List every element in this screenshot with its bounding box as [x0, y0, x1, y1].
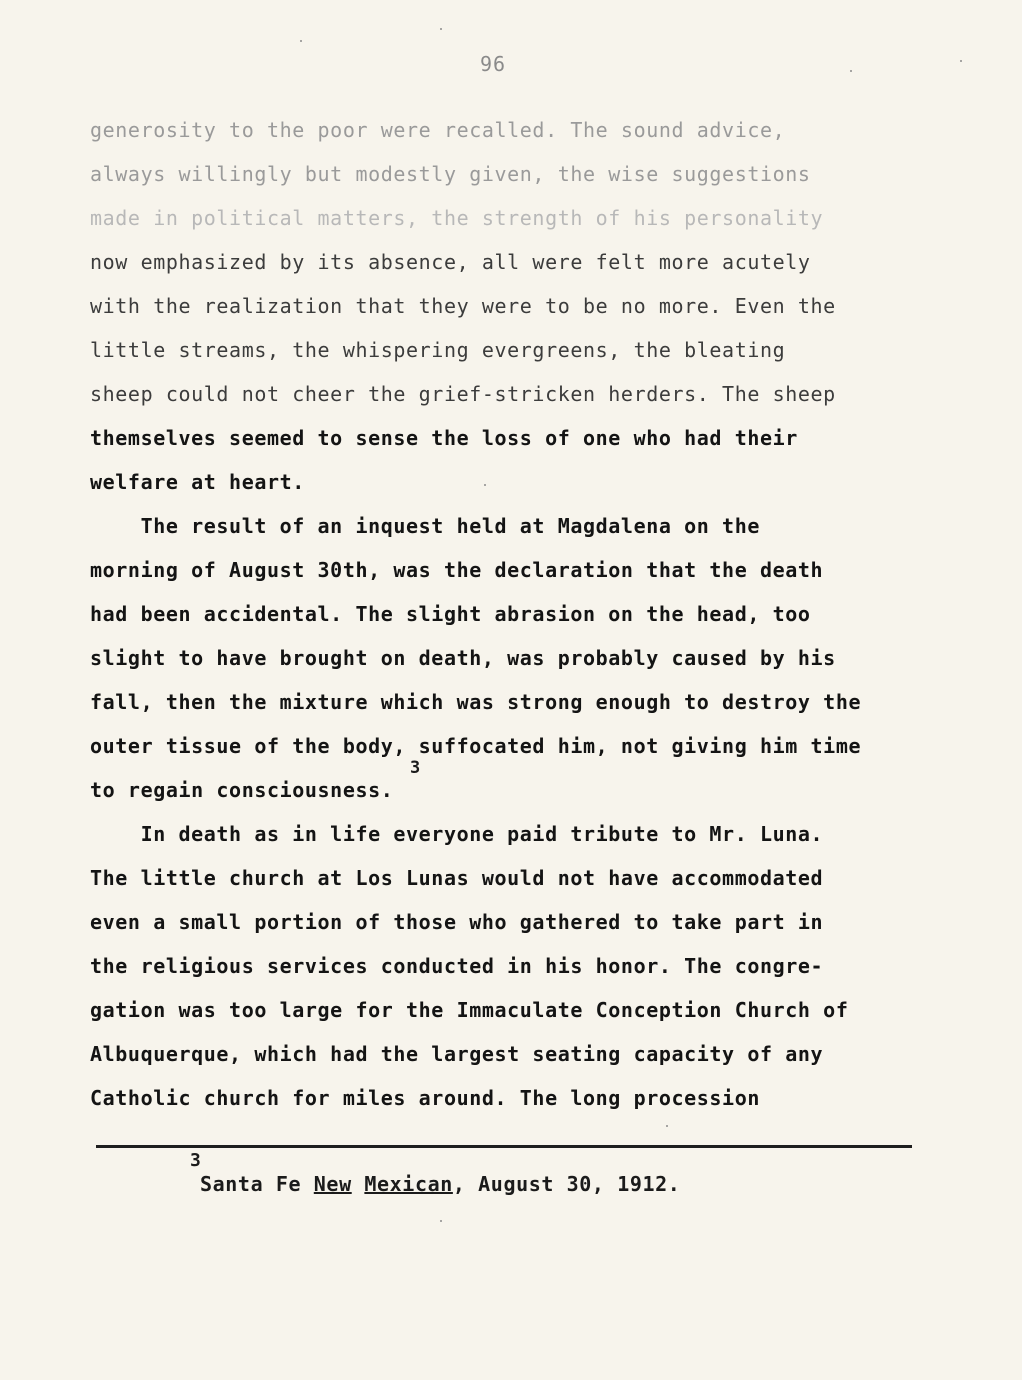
- body-line-7: sheep could not cheer the grief-stricken herders. The sheep: [90, 382, 836, 406]
- paper-speck: [850, 70, 852, 72]
- paper-speck: [440, 1220, 442, 1222]
- body-line-6: little streams, the whispering evergreens, the bleating: [90, 338, 786, 362]
- body-line-21: gation was too large for the Immaculate Conception Church of: [90, 998, 849, 1022]
- footnote-reference: 3: [410, 758, 421, 778]
- body-line-17: In death as in life everyone paid tribute to Mr. Luna.: [90, 822, 824, 846]
- paper-speck: [484, 484, 486, 486]
- footnote-text: [200, 1172, 680, 1196]
- body-line-3: made in political matters, the strength of his personality: [90, 206, 824, 230]
- footnote-mark: 3: [190, 1150, 201, 1171]
- body-line-13: slight to have brought on death, was probably caused by his: [90, 646, 836, 670]
- body-line-16: to regain consciousness.: [90, 778, 394, 802]
- body-line-19: even a small portion of those who gathered to take part in: [90, 910, 824, 934]
- footnote-suffix: , August 30, 1912.: [452, 1172, 681, 1196]
- body-line-14: fall, then the mixture which was strong enough to destroy the: [90, 690, 862, 714]
- footnote-divider: [96, 1145, 912, 1148]
- body-line-8: themselves seemed to sense the loss of one who had their: [90, 426, 798, 450]
- body-line-2: always willingly but modestly given, the wise suggestions: [90, 162, 811, 186]
- paper-speck: [300, 40, 302, 42]
- body-line-11: morning of August 30th, was the declaration that the death: [90, 558, 824, 582]
- body-line-20: the religious services conducted in his honor. The congre-: [90, 954, 824, 978]
- body-line-23: Catholic church for miles around. The long procession: [90, 1086, 760, 1110]
- body-line-15: outer tissue of the body, suffocated him, not giving him time: [90, 734, 862, 758]
- paper-speck: [440, 28, 442, 30]
- body-line-12: had been accidental. The slight abrasion on the head, too: [90, 602, 811, 626]
- paper-speck: [666, 1125, 668, 1127]
- body-line-18: The little church at Los Lunas would not have accommodated: [90, 866, 824, 890]
- page-number: 96: [480, 52, 507, 76]
- footnote-publication-word1: New: [313, 1172, 352, 1196]
- body-line-4: now emphasized by its absence, all were felt more acutely: [90, 250, 811, 274]
- body-line-22: Albuquerque, which had the largest seating capacity of any: [90, 1042, 824, 1066]
- body-line-1: generosity to the poor were recalled. The sound advice,: [90, 118, 786, 142]
- body-line-9: welfare at heart.: [90, 470, 305, 494]
- body-line-5: with the realization that they were to be no more. Even the: [90, 294, 836, 318]
- body-line-10: The result of an inquest held at Magdalena on the: [90, 514, 760, 538]
- footnote-publication-word2: Mexican: [364, 1172, 453, 1196]
- footnote-prefix: Santa Fe: [200, 1172, 314, 1196]
- paper-speck: [960, 60, 962, 62]
